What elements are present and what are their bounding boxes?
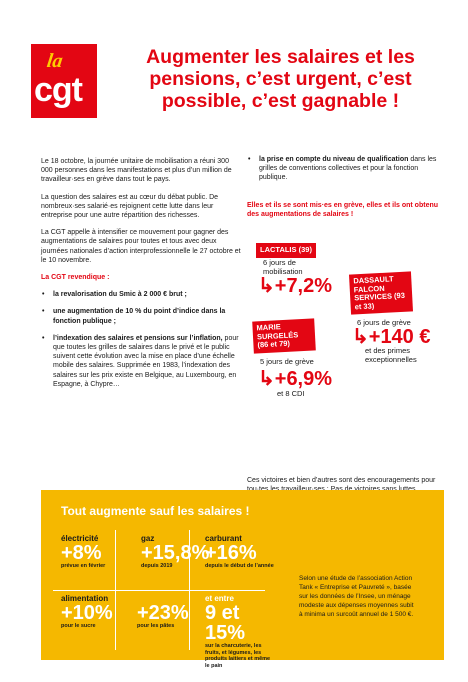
lactalis-desc: 6 jours de mobilisation bbox=[263, 258, 303, 276]
right-column bbox=[247, 155, 442, 191]
victories-heading: Elles et ils se sont mis·es en grève, elles et ils ont obtenu des augmentations de salaires ! bbox=[247, 202, 439, 219]
electricite-label: électricité bbox=[61, 534, 99, 543]
call-paragraph: La CGT appelle à intensifier ce mouvement pour gagner des augmentations de salaires pour toutes et tous avec deux journées nationales d’action interprofessionnelle le 27 octobre et le 10 novembre. bbox=[41, 229, 241, 264]
electricite-note: prévue en février bbox=[61, 563, 106, 569]
gaz-label: gaz bbox=[141, 534, 155, 543]
alimentation-value: +10% bbox=[61, 602, 113, 624]
entre-label: et entre bbox=[205, 594, 234, 603]
marie-tag: MARIE SURGELÉS (86 et 79) bbox=[252, 318, 316, 353]
debate-paragraph: La question des salaires est au cœur du débat public. De nombreux·ses salarié·es rejoignent cette lutte dans leur entreprise pour une autre répartition des richesses. bbox=[41, 193, 219, 220]
logo-cgt-text: cgt bbox=[34, 71, 82, 109]
price-gaz bbox=[141, 534, 210, 570]
demands-heading: La CGT revendique : bbox=[41, 274, 110, 282]
logo-la-text: la bbox=[45, 50, 65, 72]
carburant-note: depuis le début de l’année bbox=[205, 563, 274, 569]
page-title: Augmenter les salaires et les pensions, c’est urgent, c’est possible, c’est gagnable ! bbox=[146, 46, 415, 112]
pates-note: pour les pâtes bbox=[137, 623, 175, 629]
demand-qualification-bold: la prise en compte du niveau de qualification bbox=[259, 156, 409, 163]
entre-note: sur la charcuterie, les fruits, et légumes, les produits laitiers et même le pain bbox=[205, 643, 271, 669]
price-entre bbox=[205, 594, 275, 669]
price-pates bbox=[137, 603, 197, 630]
alimentation-label: alimentation bbox=[61, 594, 109, 603]
marie-gain: ↳+6,9% bbox=[258, 368, 333, 390]
closing-paragraph: Ces victoires et bien d’autres sont des encouragements pour bbox=[247, 477, 436, 484]
demand-indexation-bold: l’indexation des salaires et pensions sur l’inflation, bbox=[53, 334, 223, 342]
carburant-label: carburant bbox=[205, 534, 242, 543]
price-source-text: Selon une étude de l’association Action Tank « Entreprise et Pauvreté », basée sur les données de l’Insee, un ménage modeste aux dépenses moyennes subit à minima un surcoût annuel de 1 500 €. bbox=[299, 575, 414, 618]
lactalis-gain: ↳+7,2% bbox=[258, 275, 333, 297]
cgt-logo bbox=[31, 44, 97, 118]
entre-value: 9 et 15% bbox=[205, 602, 246, 644]
price-alimentation bbox=[61, 594, 121, 630]
price-electricite bbox=[61, 534, 121, 570]
demand-indexation-rest: pour que toutes les grilles de salaires dans le privé et le public suivent cette évolution avec la mise en place d’une échelle mobile des salaires. Supprimée en 1983, l’indexation des salaires sur les prix existe en Belgique, au Luxembourg, en Espagne, à Chypre… bbox=[53, 334, 239, 388]
dassault-extra: et des primes exceptionnelles bbox=[365, 346, 417, 364]
price-carburant bbox=[205, 534, 275, 570]
left-column bbox=[41, 157, 241, 397]
gaz-note: depuis 2019 bbox=[141, 563, 173, 569]
marie-desc: 5 jours de grève bbox=[260, 357, 314, 366]
price-increase-box bbox=[41, 490, 444, 669]
lactalis-tag: LACTALIS (39) bbox=[256, 243, 316, 258]
dassault-tag: DASSAULT FALCON SERVICES (93 et 33) bbox=[349, 271, 413, 314]
pates-value: +23% bbox=[137, 602, 189, 624]
dassault-gain: ↳+140 € bbox=[352, 326, 431, 348]
demand-smic: • la revalorisation du Smic à 2 000 € brut ; bbox=[41, 290, 241, 299]
gaz-value: +15,8% bbox=[141, 542, 210, 564]
price-box-title: Tout augmente sauf les salaires ! bbox=[61, 504, 250, 518]
electricite-value: +8% bbox=[61, 542, 102, 564]
dassault-desc: 6 jours de grève bbox=[357, 318, 411, 327]
alimentation-note: pour le sucre bbox=[61, 623, 96, 629]
divider bbox=[53, 590, 265, 591]
demand-point-indice: • une augmentation de 10 % du point d’indice dans la fonction publique ; bbox=[41, 307, 241, 325]
intro-paragraph: Le 18 octobre, la journée unitaire de mobilisation a réuni 300 000 personnes dans les manifestations et plus d’un million de travailleur·ses en grève dans tout le pays. bbox=[41, 158, 232, 184]
marie-extra: et 8 CDI bbox=[277, 389, 305, 398]
carburant-value: +16% bbox=[205, 542, 257, 564]
demand-qualification-rest: dans les grilles de conventions collectives et pour la fonction publique. bbox=[259, 156, 437, 182]
demand-qualification bbox=[247, 155, 442, 183]
demand-indexation bbox=[41, 334, 241, 389]
